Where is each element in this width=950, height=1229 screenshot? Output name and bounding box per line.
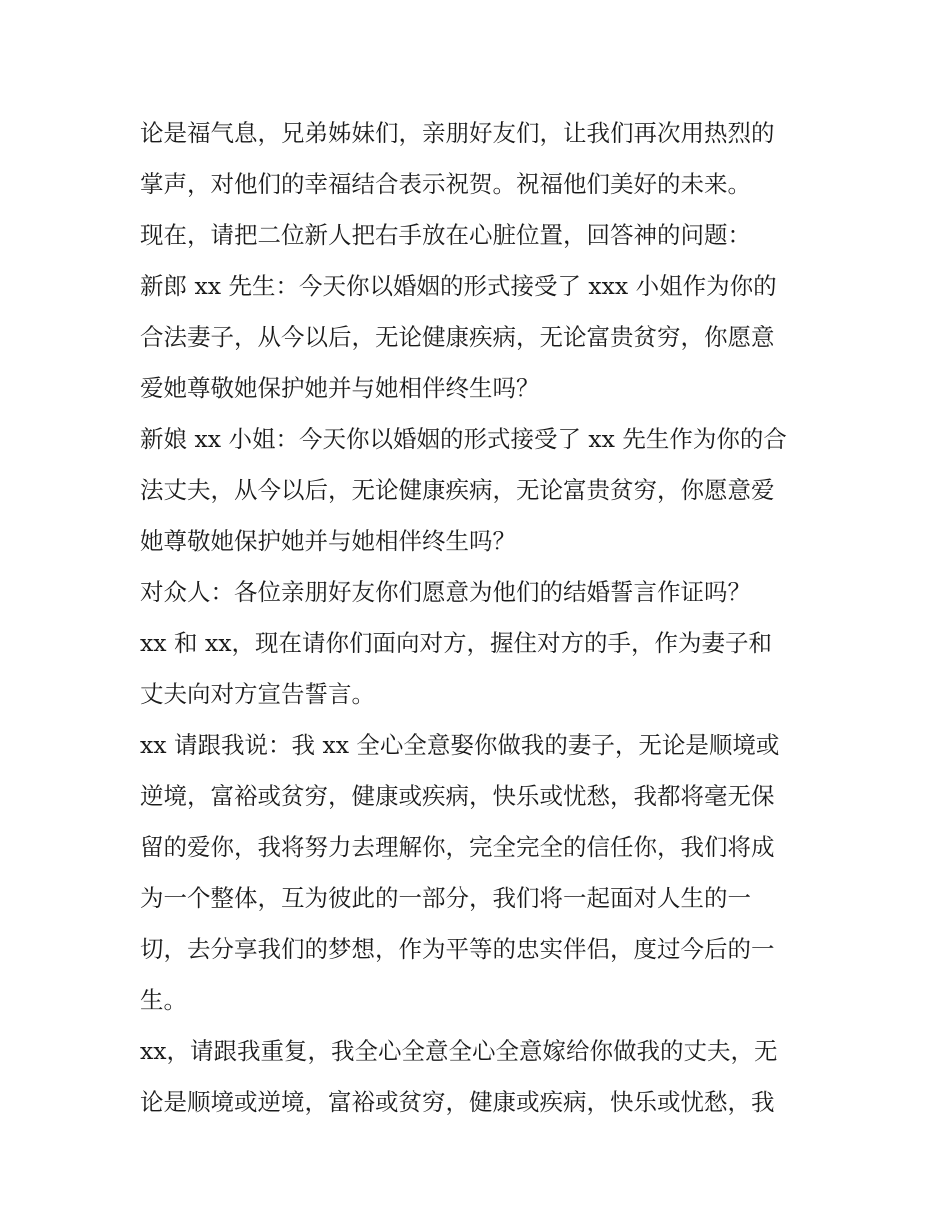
text-line: 合法妻子，从今以后，无论健康疾病，无论富贵贫穷，你愿意 xyxy=(140,323,775,351)
text-line: 丈夫向对方宣告誓言。 xyxy=(140,680,375,708)
text-line: 留的爱你，我将努力去理解你，完全完全的信任你，我们将成 xyxy=(140,833,775,861)
text-line: 新娘 xx 小姐：今天你以婚姻的形式接受了 xx 先生作为你的合 xyxy=(140,425,787,453)
text-line: 论是顺境或逆境，富裕或贫穷，健康或疾病，快乐或忧愁，我 xyxy=(140,1088,775,1116)
text-line: 生。 xyxy=(140,986,187,1014)
text-line: 爱她尊敬她保护她并与她相伴终生吗？ xyxy=(140,374,540,402)
text-line: 新郎 xx 先生：今天你以婚姻的形式接受了 xxx 小姐作为你的 xyxy=(140,272,777,300)
text-line: xx 和 xx，现在请你们面向对方，握住对方的手，作为妻子和 xyxy=(140,629,772,657)
text-line: 为一个整体，互为彼此的一部分，我们将一起面对人生的一 xyxy=(140,884,751,912)
text-line: 掌声，对他们的幸福结合表示祝贺。祝福他们美好的未来。 xyxy=(140,170,751,198)
text-line: 法丈夫，从今以后，无论健康疾病，无论富贵贫穷，你愿意爱 xyxy=(140,476,775,504)
text-line: 逆境，富裕或贫穷，健康或疾病，快乐或忧愁，我都将毫无保 xyxy=(140,782,775,810)
text-line: xx 请跟我说：我 xx 全心全意娶你做我的妻子，无论是顺境或 xyxy=(140,731,780,759)
text-line: 对众人：各位亲朋好友你们愿意为他们的结婚誓言作证吗？ xyxy=(140,578,751,606)
text-line: xx，请跟我重复，我全心全意全心全意嫁给你做我的丈夫，无 xyxy=(140,1037,778,1065)
text-line: 现在，请把二位新人把右手放在心脏位置，回答神的问题： xyxy=(140,221,751,249)
text-line: 她尊敬她保护她并与她相伴终生吗？ xyxy=(140,527,516,555)
text-line: 切，去分享我们的梦想，作为平等的忠实伴侣，度过今后的一 xyxy=(140,935,775,963)
document-body xyxy=(140,108,830,1128)
text-line: 论是福气息，兄弟姊妹们，亲朋好友们，让我们再次用热烈的 xyxy=(140,119,775,147)
